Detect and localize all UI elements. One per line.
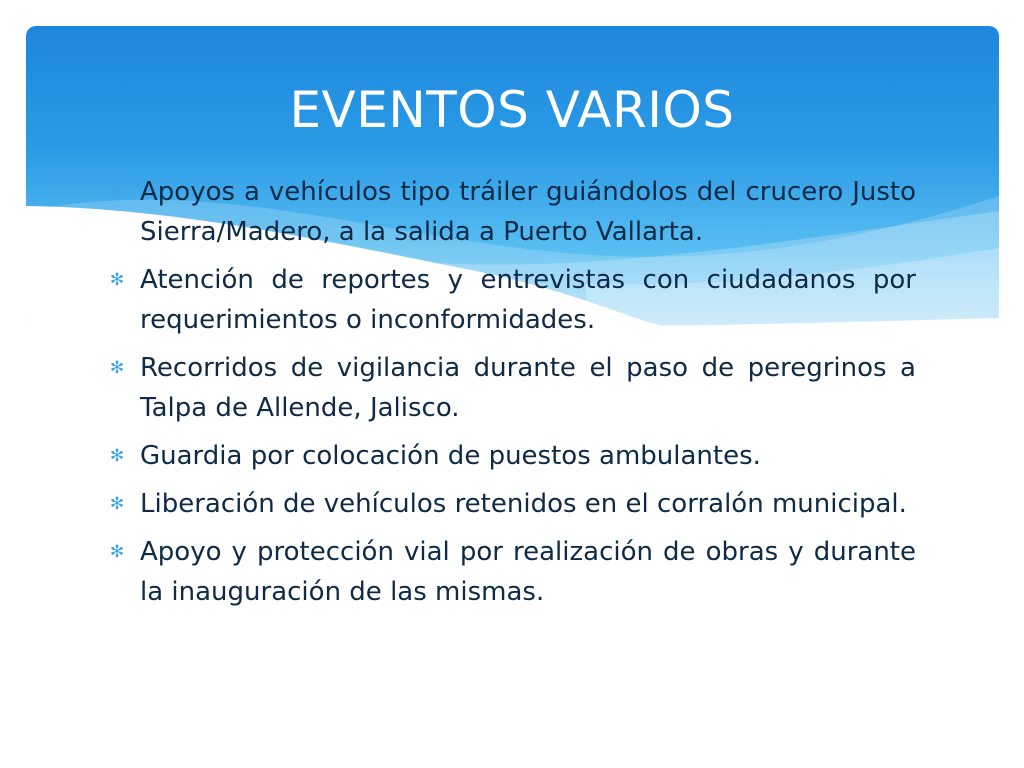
bullet-text: Apoyos a vehículos tipo tráiler guiándolos del crucero Justo Sierra/Madero, a la salida a Puerto Vallarta. (140, 177, 916, 247)
list-item (108, 532, 916, 612)
slide-title: EVENTOS VARIOS (289, 81, 735, 139)
asterisk-icon: ✻ (109, 446, 125, 466)
bullet-text: Recorridos de vigilancia durante el paso de peregrinos a Talpa de Allende, Jalisco. (140, 353, 916, 423)
list-item (108, 172, 916, 252)
list-item (108, 260, 916, 340)
asterisk-icon: ✻ (109, 358, 125, 378)
bullet-list (108, 172, 916, 620)
list-item (108, 484, 916, 524)
bullet-text: Guardia por colocación de puestos ambulantes. (140, 441, 761, 471)
bullet-text: Apoyo y protección vial por realización de obras y durante la inauguración de las mismas. (140, 537, 916, 607)
bullet-text: Liberación de vehículos retenidos en el corralón municipal. (140, 489, 907, 519)
asterisk-icon: ✻ (109, 270, 125, 290)
list-item (108, 436, 916, 476)
bullet-text: Atención de reportes y entrevistas con ciudadanos por requerimientos o inconformidades. (140, 265, 916, 335)
asterisk-icon: ✻ (109, 494, 125, 514)
list-item (108, 348, 916, 428)
asterisk-icon: ✻ (109, 542, 125, 562)
asterisk-icon: ✻ (109, 182, 125, 202)
